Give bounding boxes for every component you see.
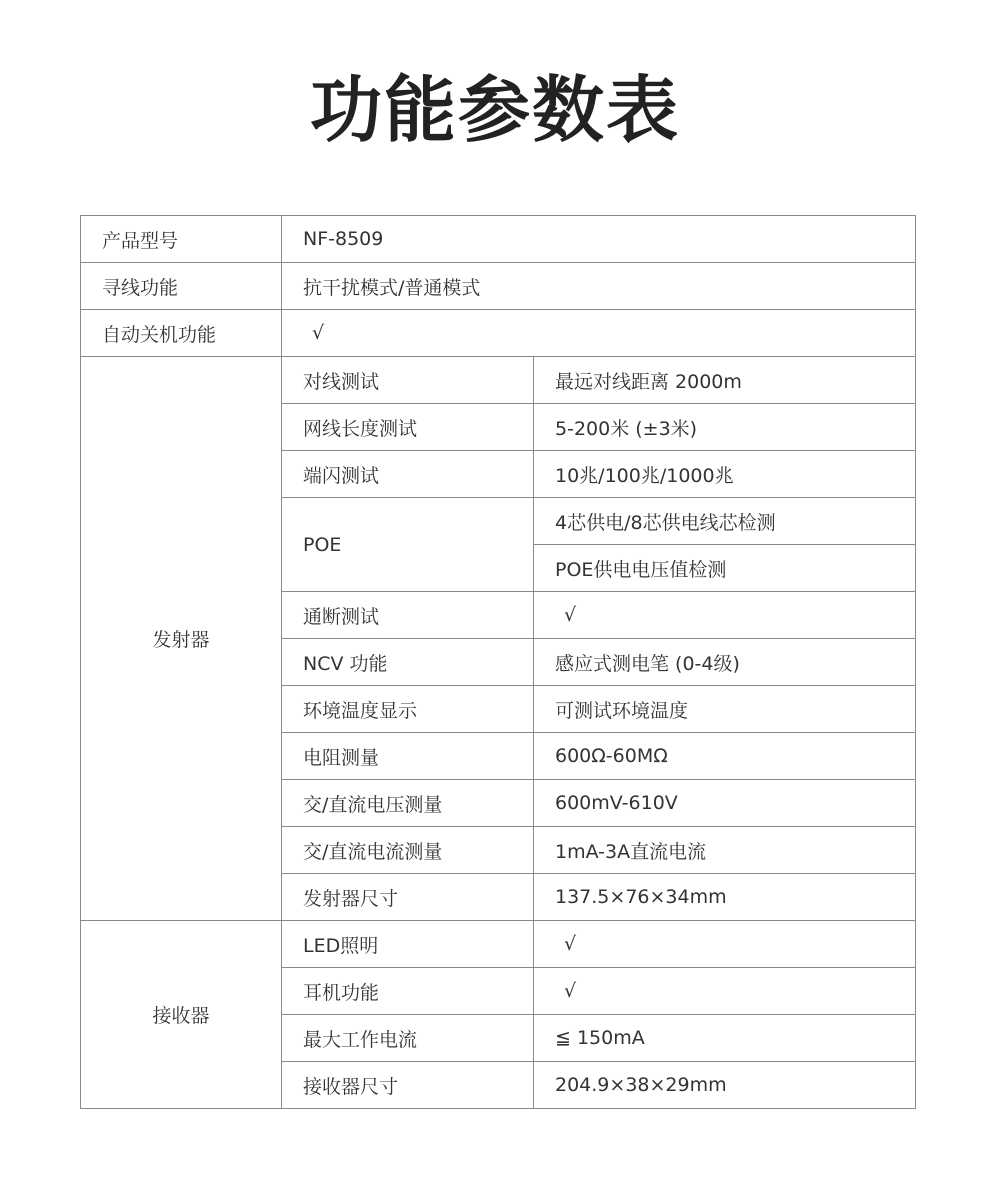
feature-label: 交/直流电压测量: [282, 780, 534, 827]
feature-value: 1mA-3A直流电流: [534, 827, 916, 874]
feature-value: 最远对线距离 2000m: [534, 357, 916, 404]
feature-value: ≦ 150mA: [534, 1015, 916, 1062]
feature-value: 10兆/100兆/1000兆: [534, 451, 916, 498]
table-row: [81, 310, 916, 357]
feature-label: 接收器尺寸: [282, 1062, 534, 1109]
feature-label: 耳机功能: [282, 968, 534, 1015]
feature-label: 最大工作电流: [282, 1015, 534, 1062]
feature-label: 交/直流电流测量: [282, 827, 534, 874]
feature-label: POE: [282, 498, 534, 592]
group-label-receiver: 接收器: [81, 921, 282, 1109]
feature-label: 发射器尺寸: [282, 874, 534, 921]
feature-label: 端闪测试: [282, 451, 534, 498]
feature-value: 600Ω-60MΩ: [534, 733, 916, 780]
table-row: [81, 216, 916, 263]
page-title: 功能参数表: [309, 68, 680, 152]
group-label-transmitter: 发射器: [81, 357, 282, 921]
row-label: 自动关机功能: [81, 310, 282, 357]
check-mark: √: [534, 968, 916, 1015]
check-mark: √: [534, 592, 916, 639]
feature-label: NCV 功能: [282, 639, 534, 686]
feature-label: 对线测试: [282, 357, 534, 404]
row-label: 产品型号: [81, 216, 282, 263]
row-value: 抗干扰模式/普通模式: [282, 263, 916, 310]
feature-value: 600mV-610V: [534, 780, 916, 827]
feature-value: 可测试环境温度: [534, 686, 916, 733]
check-mark: √: [282, 310, 916, 357]
spec-table: [80, 215, 916, 1109]
feature-value: 4芯供电/8芯供电线芯检测: [534, 498, 916, 545]
feature-value: 感应式测电笔 (0-4级): [534, 639, 916, 686]
table-row: [81, 357, 916, 404]
feature-value: POE供电电压值检测: [534, 545, 916, 592]
feature-value: 137.5×76×34mm: [534, 874, 916, 921]
feature-value: 5-200米 (±3米): [534, 404, 916, 451]
table-row: [81, 921, 916, 968]
feature-label: 通断测试: [282, 592, 534, 639]
feature-label: LED照明: [282, 921, 534, 968]
check-mark: √: [534, 921, 916, 968]
table-row: [81, 263, 916, 310]
feature-label: 网线长度测试: [282, 404, 534, 451]
row-label: 寻线功能: [81, 263, 282, 310]
feature-label: 环境温度显示: [282, 686, 534, 733]
feature-label: 电阻测量: [282, 733, 534, 780]
feature-value: 204.9×38×29mm: [534, 1062, 916, 1109]
row-value: NF-8509: [282, 216, 916, 263]
